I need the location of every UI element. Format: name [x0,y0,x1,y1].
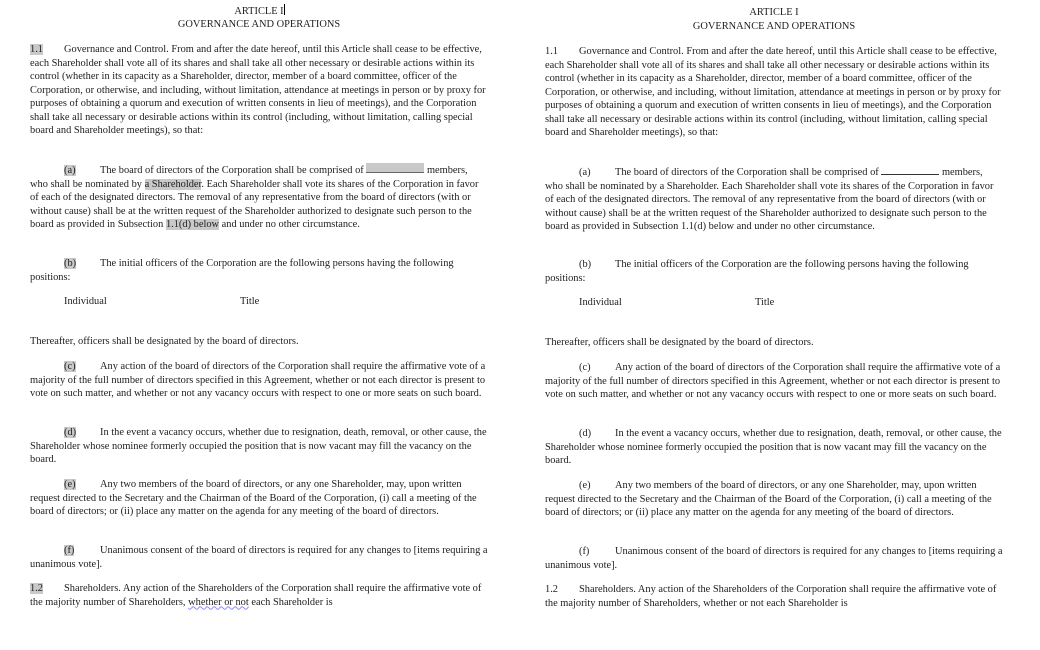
clause-a[interactable]: (a) The board of directors of the Corporation shall be comprised of members, who shall be nominated by a Shareholder. Each Shareholder shall vote its shares of the Corporation in favor of each of the designated directors. The removal of any representative from the board of directors (with or without cause) shall be at the written request of the Shareholder authorized to designate such person to the board as provided in Subsection 1.1(d) below and under no other circumstance. [30,165,479,230]
clause-label-field[interactable]: (d) [64,427,77,438]
subsection-reference-field[interactable]: 1.1(d) below [165,219,220,230]
column-individual: Individual [64,296,107,307]
thereafter-paragraph[interactable]: Thereafter, officers shall be designated by the board of directors. [545,337,814,348]
section-1-2[interactable]: 1.2 Shareholders. Any action of the Shareholders of the Corporation shall require the affirmative vote of the majority number of Shareholders, whether or not each Shareholder is [545,584,997,609]
clause-d[interactable]: (d) In the event a vacancy occurs, whether due to resignation, death, removal, or other cause, the Shareholder whose nominee formerly occupied the position that is now vacant may fill the vacancy on the board. [30,427,487,465]
column-individual: Individual [579,297,622,308]
directors-count-blank[interactable] [366,163,424,173]
clause-label-field[interactable]: (a) [64,165,76,176]
section-1-1[interactable]: 1.1 Governance and Control. From and after the date hereof, until this Article shall cease to be effective, each Shareholder shall vote all of its shares and shall take all other necessary or desirable actions within its control (whether in its capacity as a Shareholder, director, member of a board committee, officer of the Corporation, or otherwise, and including, without limitation, attendance at meetings in person or by proxy for purposes of obtaining a quorum and execution of written consents in lieu of meetings), and the Corporation shall take all necessary or desirable actions within its control (including, without limitation, calling special board and Shareholder meetings), so that: [30,44,486,136]
officers-table-header [30,295,488,309]
clause-b[interactable]: (b) The initial officers of the Corporation are the following persons having the following positions: [30,258,454,283]
article-heading: ARTICLE I [234,6,284,17]
shareholder-field[interactable]: a Shareholder [144,178,202,190]
grammar-flag[interactable]: whether or not [188,596,249,608]
clause-c[interactable]: (c) Any action of the board of directors of the Corporation shall require the affirmative vote of a majority of the full number of directors specified in this Agreement, whether or not each director is present to vote on such matter, and whether or not any vacancy occurs with respect to one or more seats on such board. [30,361,486,399]
clause-label-field[interactable]: (f) [64,545,75,556]
article-heading: ARTICLE I [749,7,799,18]
section-number-field[interactable]: 1.1 [30,44,43,55]
clause-c[interactable]: (c) Any action of the board of directors of the Corporation shall require the affirmative vote of a majority of the full number of directors specified in this Agreement, whether or not each director is present to vote on such matter, and whether or not any vacancy occurs with respect to one or more seats on such board. [545,362,1001,400]
clause-f[interactable]: (f) Unanimous consent of the board of directors is required for any changes to [items requiring a unanimous vote]. [545,546,1003,571]
article-subheading: GOVERNANCE AND OPERATIONS [692,21,856,32]
clause-label-field[interactable]: (c) [64,361,76,372]
clause-e[interactable]: (e) Any two members of the board of directors, or any one Shareholder, may, upon written request directed to the Secretary and the Chairman of the Board of the Corporation, (i) call a meeting of the board of directors; or (ii) place any matter on the agenda for any meeting of the board of directors. [30,479,477,517]
column-title: Title [755,297,775,308]
left-document-page[interactable] [30,0,500,650]
section-1-1[interactable]: 1.1 Governance and Control. From and after the date hereof, until this Article shall cease to be effective, each Shareholder shall vote all of its shares and shall take all other necessary or desirable actions within its control (whether in its capacity as a Shareholder, director, member of a board committee, officer of the Corporation, or otherwise, and including, without limitation, attendance at meetings in person or by proxy for purposes of obtaining a quorum and execution of written consents in lieu of meetings), and the Corporation shall take all necessary or desirable actions within its control (including, without limitation, calling special board and Shareholder meetings), so that: [545,46,1001,138]
text-cursor [284,4,285,15]
column-title: Title [240,296,260,307]
directors-count-blank[interactable] [881,165,939,175]
section-number-field[interactable]: 1.2 [30,583,43,594]
clause-label-field[interactable]: (b) [64,258,77,269]
clause-f[interactable]: (f) Unanimous consent of the board of directors is required for any changes to [items requiring a unanimous vote]. [30,545,488,570]
clause-b[interactable]: (b) The initial officers of the Corporation are the following persons having the following positions: [545,259,969,284]
right-document-page[interactable] [545,0,1015,650]
thereafter-paragraph[interactable]: Thereafter, officers shall be designated by the board of directors. [30,336,299,347]
clause-a[interactable]: (a) The board of directors of the Corporation shall be comprised of members, who shall be nominated by a Shareholder. Each Shareholder shall vote its shares of the Corporation in favor of each of the designated directors. The removal of any representative from the board of directors (with or without cause) shall be at the written request of the Shareholder authorized to designate such person to the board as provided in Subsection 1.1(d) below and under no other circumstance. [545,167,994,232]
article-subheading: GOVERNANCE AND OPERATIONS [177,19,341,30]
clause-d[interactable]: (d) In the event a vacancy occurs, whether due to resignation, death, removal, or other cause, the Shareholder whose nominee formerly occupied the position that is now vacant may fill the vacancy on the board. [545,428,1002,466]
clause-label-field[interactable]: (e) [64,479,76,490]
clause-e[interactable]: (e) Any two members of the board of directors, or any one Shareholder, may, upon written request directed to the Secretary and the Chairman of the Board of the Corporation, (i) call a meeting of the board of directors; or (ii) place any matter on the agenda for any meeting of the board of directors. [545,480,992,518]
section-1-2[interactable]: 1.2 Shareholders. Any action of the Shareholders of the Corporation shall require the affirmative vote of the majority number of Shareholders, whether or not each Shareholder is [30,583,482,608]
officers-table-header [545,296,1003,310]
